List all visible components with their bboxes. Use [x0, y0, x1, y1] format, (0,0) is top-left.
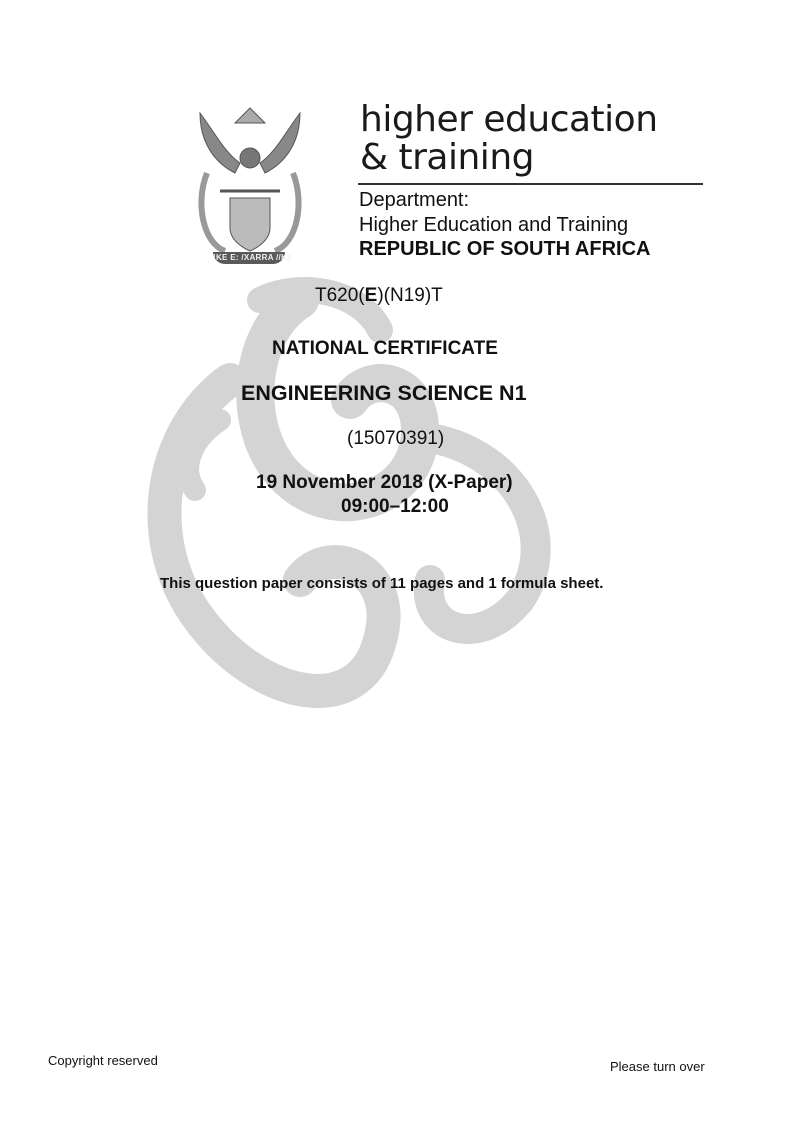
department-name: Higher Education and Training	[359, 214, 629, 236]
country-name: REPUBLIC OF SOUTH AFRICA	[359, 238, 651, 260]
paper-code-suffix: )(N19)T	[377, 285, 443, 306]
paper-code	[315, 285, 443, 307]
department-label: Department:	[359, 189, 470, 211]
exam-time: 09:00–12:00	[341, 496, 449, 517]
subject-code: (15070391)	[347, 428, 445, 449]
certificate-title: NATIONAL CERTIFICATE	[272, 338, 498, 359]
paper-code-prefix: T620(	[315, 285, 365, 306]
pages-note: This question paper consists of 11 pages and 1 formula sheet.	[160, 575, 604, 592]
brand-line-1: higher education	[360, 99, 658, 140]
coat-of-arms-logo	[195, 103, 305, 268]
turn-over-note: Please turn over	[610, 1059, 705, 1074]
brand-line-2: & training	[360, 137, 534, 178]
copyright-note: Copyright reserved	[48, 1053, 158, 1068]
brand-divider	[358, 183, 703, 185]
exam-date: 19 November 2018 (X-Paper)	[256, 472, 513, 493]
subject-title: ENGINEERING SCIENCE N1	[241, 381, 527, 405]
coat-of-arms-motto: !KE E: /XARRA //KE	[213, 253, 293, 262]
paper-code-language: E	[364, 285, 378, 306]
